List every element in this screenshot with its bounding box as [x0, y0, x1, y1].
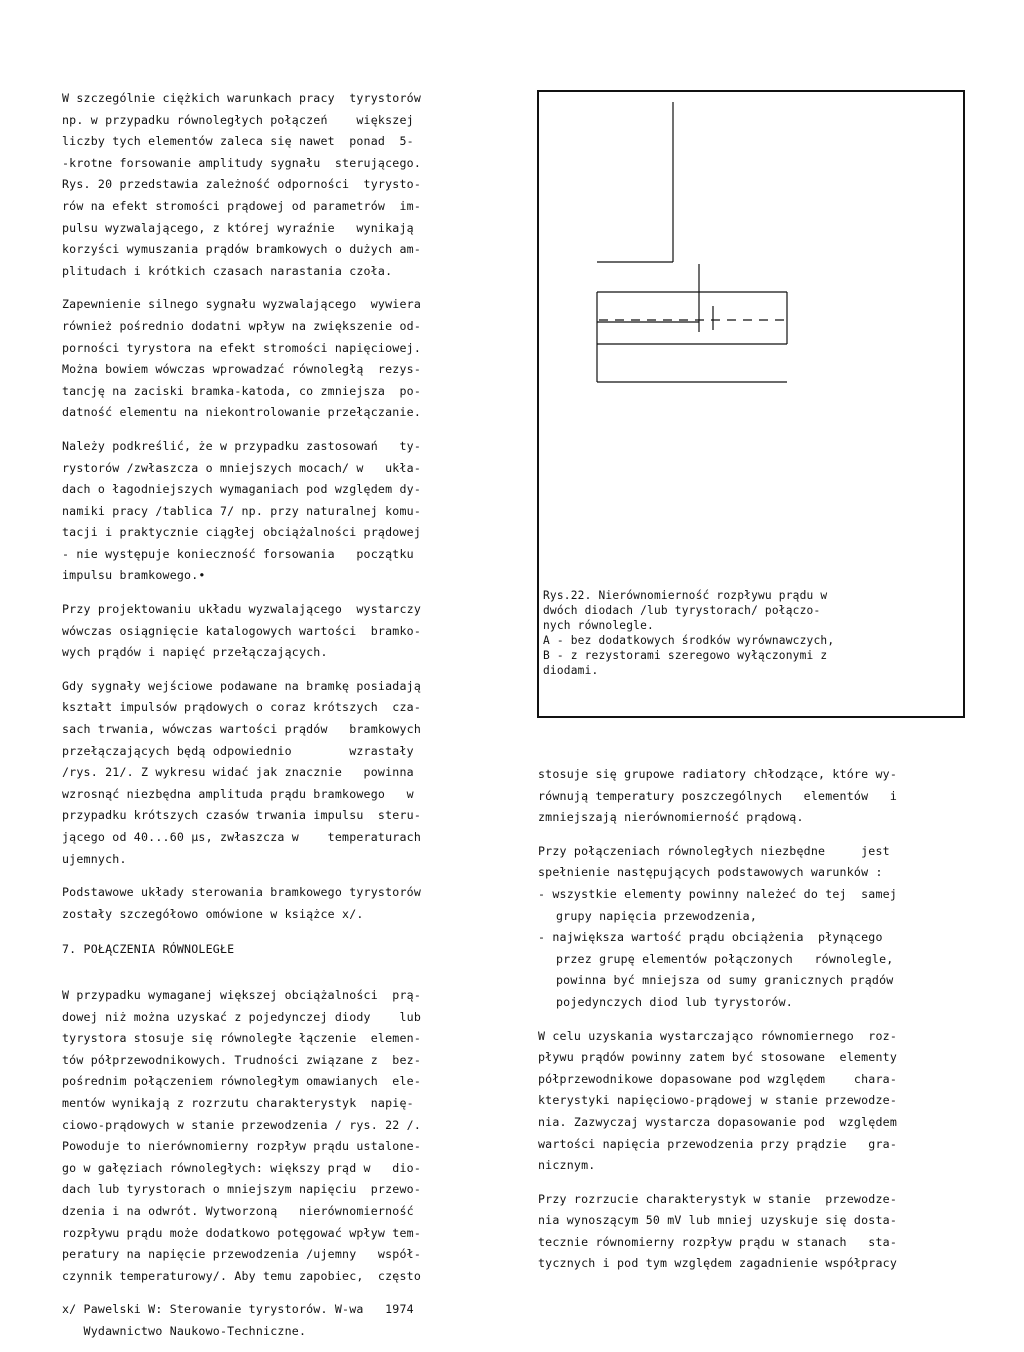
- left-column: [62, 88, 494, 1342]
- list-item: - największa wartość prądu obciążenia płynącego: [538, 930, 883, 945]
- text-line: liczby tych elementów zaleca się nawet ponad 5-: [62, 134, 414, 149]
- paragraph-5: [62, 676, 494, 870]
- text-line: nicznym.: [538, 1158, 596, 1173]
- text-line: /rys. 21/. Z wykresu widać jak znacznie powinna: [62, 765, 414, 780]
- text-line: np. w przypadku równoległych połączeń większej: [62, 112, 414, 127]
- list-item-continuation: grupy napięcia przewodzenia,: [556, 908, 758, 923]
- text-line: pośrednim połączeniem równoległym omawianych ele-: [62, 1074, 422, 1089]
- text-line: Można bowiem wówczas wprowadzać równoległą rezys-: [62, 362, 422, 377]
- paragraph-2: [62, 294, 494, 424]
- text-line: W przypadku wymaganej większej obciążalności prą-: [62, 987, 422, 1002]
- caption-line: A - bez dodatkowych środków wyrównawczych,: [543, 634, 835, 647]
- text-line: zmniejszają nierównomierność prądową.: [538, 810, 804, 825]
- text-line: kterystyki napięciowo-prądowej w stanie przewodze-: [538, 1093, 898, 1108]
- list-item-continuation: pojedynczych diod lub tyrystorów.: [556, 994, 793, 1009]
- text-line: kształt impulsów prądowych o coraz krótszych cza-: [62, 700, 422, 715]
- section-paragraph-1: [62, 985, 494, 1287]
- text-line: wzrosnąć niezbędna amplituda prądu bramkowego w: [62, 786, 414, 801]
- text-line: czynnik temperaturowy/. Aby temu zapobiec, często: [62, 1268, 422, 1283]
- text-line: porności tyrystora na efekt stromości napięciowej.: [62, 340, 422, 355]
- paragraph-4: [62, 599, 494, 664]
- text-line: W szczególnie ciężkich warunkach pracy tyrystorów: [62, 91, 422, 105]
- text-line: tyrystora stosuje się równoległe łączenie elemen-: [62, 1031, 422, 1046]
- text-line: jącego od 40...60 μs, zwłaszcza w temperaturach: [62, 830, 422, 844]
- text-line: plitudach i krótkich czasach narastania czoła.: [62, 263, 393, 278]
- text-line: tycznych i pod tym względem zagadnienie współpracy: [538, 1256, 898, 1271]
- text-line: - nie występuje konieczność forsowania początku: [62, 546, 414, 561]
- text-line: ujemnych.: [62, 851, 127, 866]
- text-line: Rys. 20 przedstawia zależność odporności tyrysto-: [62, 177, 422, 192]
- text-line: Podstawowe układy sterowania bramkowego tyrystorów: [62, 885, 422, 900]
- text-line: Zapewnienie silnego sygnału wyzwalającego wywiera: [62, 297, 422, 312]
- text-line: zostały szczegółowo omówione w książce x/.: [62, 906, 364, 921]
- text-line: wych prądów i napięć przełączających.: [62, 645, 328, 660]
- text-line: nia. Zazwyczaj wystarcza dopasowanie pod względem: [538, 1114, 898, 1129]
- text-line: peratury na napięcie przewodzenia /ujemny współ-: [62, 1247, 422, 1262]
- text-line: namiki pracy /tablica 7/ np. przy naturalnej komu-: [62, 503, 422, 518]
- paragraph-1: [62, 88, 494, 282]
- text-line: Przy rozrzucie charakterystyk w stanie przewodze-: [538, 1191, 898, 1206]
- text-line: pływu prądów powinny zatem być stosowane elementy: [538, 1050, 898, 1065]
- text-line: korzyści wymuszania prądów bramkowych o dużych am-: [62, 242, 422, 257]
- text-line: W celu uzyskania wystarczająco równomiernego roz-: [538, 1028, 898, 1043]
- text-line: wartości napięcia przewodzenia przy prądzie gra-: [538, 1136, 898, 1151]
- figure-caption: [543, 588, 963, 678]
- right-paragraph-2: [538, 1026, 966, 1177]
- list-item-continuation: powinna być mniejsza od sumy granicznych prądów: [556, 973, 894, 988]
- text-line: dowej niż można uzyskać z pojedynczej diody lub: [62, 1009, 422, 1024]
- text-line: tecznie równomierny rozpływ prądu w stanach sta-: [538, 1234, 898, 1249]
- list-item-continuation: przez grupę elementów połączonych równolegle,: [556, 951, 894, 966]
- conditions-list: [538, 841, 966, 1014]
- text-line: dzenia i na odwrót. Wytworzoną nierównomierność: [62, 1203, 414, 1218]
- paragraph-6: [62, 882, 494, 925]
- text-line: pulsu wyzwalającego, z której wyraźnie wynikają: [62, 220, 414, 235]
- text-line: Przy połączeniach równoległych niezbędne jest: [538, 843, 890, 858]
- text-line: tancję na zaciski bramka-katoda, co zmniejsza po-: [62, 383, 422, 398]
- text-line: nia wynoszącym 50 mV lub mniej uzyskuje się dosta-: [538, 1213, 898, 1228]
- text-line: dach o łagodniejszych wymaganiach pod względem dy-: [62, 482, 422, 497]
- text-line: sach trwania, wówczas wartości prądów bramkowych: [62, 722, 422, 737]
- text-line: rystorów /zwłaszcza o mniejszych mocach/ w ukła-: [62, 460, 422, 475]
- right-column: [538, 764, 966, 1287]
- caption-line: dwóch diodach /lub tyrystorach/ połączo-: [543, 604, 821, 617]
- text-line: impulsu bramkowego.•: [62, 568, 206, 583]
- text-line: go w gałęziach równoległych: większy prąd w dio-: [62, 1160, 422, 1175]
- text-line: rozpływu prądu może dodatkowo potęgować wpływ tem-: [62, 1225, 422, 1240]
- caption-line: B - z rezystorami szeregowo wyłączonymi z: [543, 649, 828, 662]
- text-line: ciowo-prądowych w stanie przewodzenia / rys. 22 /.: [62, 1117, 422, 1132]
- footnote: [62, 1299, 494, 1342]
- footnote-line: x/ Pawelski W: Sterowanie tyrystorów. W-wa 1974: [62, 1302, 414, 1317]
- text-line: rów na efekt stromości prądowej od parametrów im-: [62, 198, 422, 213]
- text-line: spełnienie następujących podstawowych warunków :: [538, 865, 883, 880]
- list-item: - wszystkie elementy powinny należeć do tej samej: [538, 886, 898, 901]
- right-paragraph-1: [538, 764, 966, 829]
- caption-line: nych równolegle.: [543, 619, 654, 632]
- text-line: równują temperatury poszczególnych elementów i: [538, 788, 898, 803]
- text-line: przypadku krótszych czasów trwania impulsu steru-: [62, 808, 422, 823]
- text-line: mentów wynikają z rozrzutu charakterystyk napię-: [62, 1095, 414, 1110]
- text-line: Przy projektowaniu układu wyzwalającego wystarczy: [62, 602, 422, 617]
- text-line: -krotne forsowanie amplitudy sygnału sterującego.: [62, 155, 422, 170]
- text-line: wówczas osiągnięcie katalogowych wartości bramko-: [62, 623, 422, 638]
- paragraph-3: [62, 436, 494, 587]
- footnote-line: Wydawnictwo Naukowo-Techniczne.: [62, 1323, 307, 1338]
- section-heading: 7. POŁĄCZENIA RÓWNOLEGŁE: [62, 942, 235, 957]
- text-line: półprzewodnikowe dopasowane pod względem chara-: [538, 1071, 898, 1086]
- caption-line: Rys.22. Nierównomierność rozpływu prądu w: [543, 589, 828, 602]
- text-line: Należy podkreślić, że w przypadku zastosowań ty-: [62, 438, 422, 453]
- text-line: Powoduje to nierównomierny rozpływ prądu ustalone-: [62, 1139, 422, 1154]
- figure-22-frame: [537, 90, 965, 718]
- text-line: przełączających będą odpowiednio wzrastały: [62, 743, 414, 758]
- text-line: tacji i praktycznie ciągłej obciążalności prądowej: [62, 525, 422, 540]
- caption-line: diodami.: [543, 664, 599, 677]
- text-line: datność elementu na niekontrolowanie przełączanie.: [62, 405, 422, 420]
- text-line: stosuje się grupowe radiatory chłodzące, które wy-: [538, 767, 898, 781]
- text-line: również pośrednio dodatni wpływ na zwiększenie od-: [62, 318, 422, 333]
- right-paragraph-3: [538, 1189, 966, 1275]
- text-line: tów półprzewodnikowych. Trudności związane z bez-: [62, 1052, 422, 1067]
- text-line: Gdy sygnały wejściowe podawane na bramkę posiadają: [62, 678, 422, 693]
- text-line: dach lub tyrystorach o mniejszym napięciu przewo-: [62, 1182, 422, 1197]
